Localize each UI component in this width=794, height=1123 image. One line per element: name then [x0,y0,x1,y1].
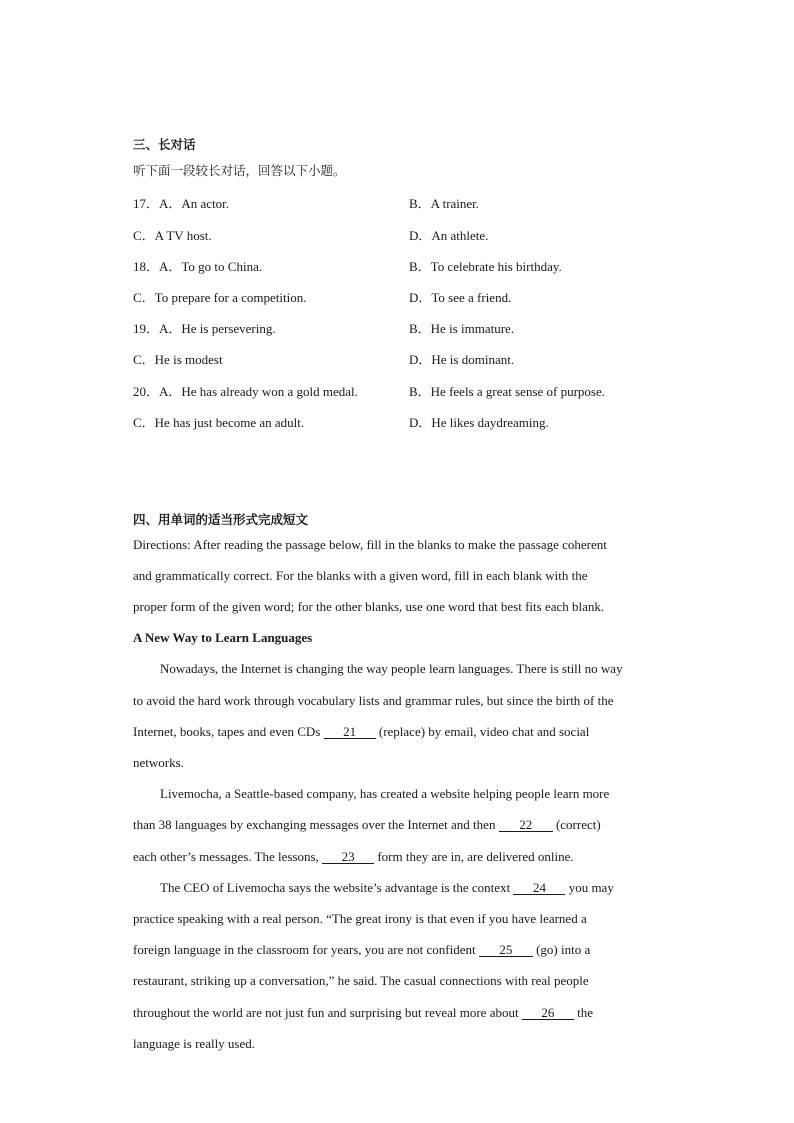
q18-option-d: D．To see a friend. [409,290,512,305]
q18-option-a: 18．A．To go to China. [133,259,263,274]
passage-text: than 38 languages by exchanging messages over the Internet and then [133,817,496,832]
blank-22[interactable]: 22 [499,818,553,832]
passage-text: Internet, books, tapes and even CDs [133,724,321,739]
directions-line: and grammatically correct. For the blanks with a given word, fill in each blank with the [133,568,588,583]
passage-text: form they are in, are delivered online. [377,849,574,864]
q17-option-a: 17．A．An actor. [133,196,230,211]
blank-24[interactable]: 24 [513,881,565,895]
passage-line: Livemocha, a Seattle-based company, has created a website helping people learn more [160,786,610,801]
q19-option-b: B．He is immature. [409,321,515,336]
blank-25[interactable]: 25 [479,943,533,957]
passage-line: practice speaking with a real person. “The great irony is that even if you have learned a [133,911,587,926]
passage-text: (go) into a [536,942,591,957]
passage-text: The CEO of Livemocha says the website’s advantage is the context [160,880,511,895]
q17-option-d: D．An athlete. [409,228,489,243]
q19-option-c: C．He is modest [133,352,223,367]
q18-option-c: C．To prepare for a competition. [133,290,307,305]
q19-option-d: D．He is dominant. [409,352,515,367]
passage-text: you may [568,880,614,895]
q19-option-a: 19．A．He is persevering. [133,321,276,336]
passage-text: foreign language in the classroom for years, you are not confident [133,942,476,957]
passage-line [133,817,601,833]
passage-line: restaurant, striking up a conversation,” he said. The casual connections with real people [133,973,589,988]
blank-21[interactable]: 21 [324,725,376,739]
passage-text: throughout the world are not just fun and surprising but reveal more about [133,1005,519,1020]
passage-title: A New Way to Learn Languages [133,630,313,645]
passage-line: to avoid the hard work through vocabulary lists and grammar rules, but since the birth of the [133,693,614,708]
passage-line [133,942,590,958]
section3-instruction: 听下面一段较长对话，回答以下小题。 [133,163,346,178]
passage-text: the [577,1005,593,1020]
passage-line [133,1005,593,1021]
directions-line: Directions: After reading the passage below, fill in the blanks to make the passage coherent [133,537,607,552]
passage-text: (correct) [555,817,601,832]
directions-line: proper form of the given word; for the other blanks, use one word that best fits each blank. [133,599,605,614]
section4-heading: 四、用单词的适当形式完成短文 [133,512,309,527]
q20-option-c: C．He has just become an adult. [133,415,305,430]
passage-line: Nowadays, the Internet is changing the way people learn languages. There is still no way [160,661,623,676]
passage-line: networks. [133,755,184,770]
blank-26[interactable]: 26 [522,1006,574,1020]
passage-text: each other’s messages. The lessons, [133,849,319,864]
q18-option-b: B．To celebrate his birthday. [409,259,562,274]
q17-option-c: C．A TV host. [133,228,212,243]
passage-line [133,724,589,740]
passage-line: language is really used. [133,1036,256,1051]
q20-option-b: B．He feels a great sense of purpose. [409,384,606,399]
q20-option-a: 20．A．He has already won a gold medal. [133,384,358,399]
passage-line [160,880,614,896]
passage-text: (replace) by email, video chat and social [378,724,590,739]
q20-option-d: D．He likes daydreaming. [409,415,549,430]
q17-option-b: B．A trainer. [409,196,480,211]
blank-23[interactable]: 23 [322,850,374,864]
passage-line [133,849,574,865]
section3-heading: 三、长对话 [133,137,196,152]
